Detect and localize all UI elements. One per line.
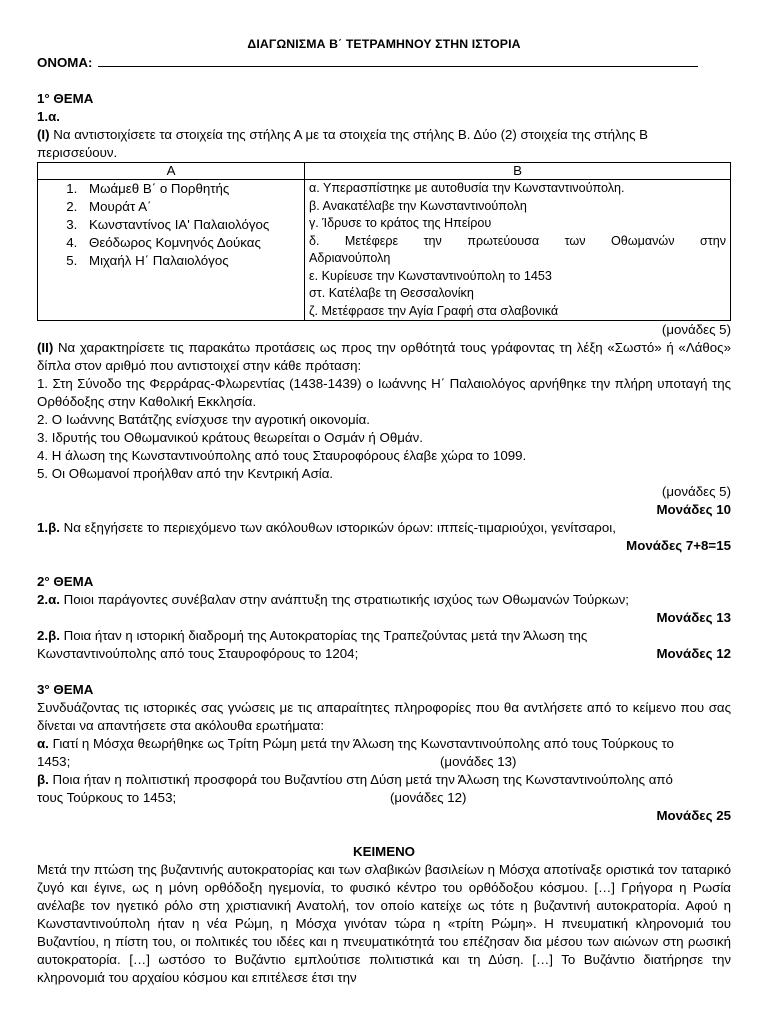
theme1-heading: 1° ΘΕΜΑ — [37, 91, 94, 106]
column-a-item: 2. Μουράτ Α΄ — [81, 198, 300, 216]
column-b-item: Αδριανούπολη — [309, 251, 391, 265]
theme1-part1-instruction — [37, 126, 731, 162]
column-a-item: 1. Μωάμεθ Β΄ ο Πορθητής — [81, 180, 300, 198]
column-a-header: Α — [38, 163, 305, 180]
theme3-total: Μονάδες 25 — [656, 808, 731, 823]
name-label: ΟΝΟΜΑ: — [37, 55, 93, 70]
part1-marks: (μονάδες 5) — [661, 322, 731, 337]
statement: 5. Οι Οθωμανοί προήλθαν από την Κεντρική Ασία. — [37, 466, 334, 481]
column-b-item: β. Ανακατέλαβε την Κωνσταντινούπολη — [309, 198, 527, 213]
part2-instruction-text: Να χαρακτηρίσετε τις παρακάτω προτάσεις ως προς την ορθότητά τους γράφοντας τη λέξη «Σωστό» ή «Λάθος» δίπλα στον αριθμό που αντιστοιχεί στην κάθε πρόταση: — [37, 340, 731, 373]
theme1-sub-a: 1.α. — [37, 109, 60, 124]
theme2-q-b-line2 — [37, 645, 731, 663]
column-b-item: ζ. Μετέφρασε την Αγία Γραφή στα σλαβονικά — [309, 303, 559, 318]
exam-title: ΔΙΑΓΩΝΙΣΜΑ Β΄ ΤΕΤΡΑΜΗΝΟΥ ΣΤΗΝ ΙΣΤΟΡΙΑ — [247, 37, 521, 51]
theme1-total-a: Μονάδες 10 — [656, 502, 731, 517]
theme3-intro: Συνδυάζοντας τις ιστορικές σας γνώσεις με τις απαραίτητες πληροφορίες που θα αντλήσετε από το κείμενο που σας δίνεται να απαντήσετε στα ακόλουθα ερωτήματα: — [37, 700, 731, 733]
column-a-item: 4. Θεόδωρος Κομνηνός Δούκας — [81, 234, 300, 252]
theme3-q-a-text: Γιατί η Μόσχα θεωρήθηκε ως Τρίτη Ρώμη μετά την Άλωση της Κωνσταντινούπολης από τους Τούρκους το — [48, 736, 674, 751]
theme1-total-b: Μονάδες 7+8=15 — [626, 538, 731, 553]
theme3-q-b-line2 — [37, 789, 731, 807]
statement: 4. Η άλωση της Κωνσταντινούπολης από τους Σταυροφόρους έλαβε χώρα το 1099. — [37, 448, 527, 463]
theme1-sub-b — [37, 519, 731, 537]
name-row — [37, 54, 731, 72]
theme2-q-b-label: 2.β. — [37, 628, 60, 643]
column-b-header: Β — [305, 163, 731, 180]
theme2-heading: 2° ΘΕΜΑ — [37, 574, 94, 589]
column-b-item: ε. Κυρίευσε την Κωνσταντινούπολη το 1453 — [309, 268, 552, 283]
sub-b-label: 1.β. — [37, 520, 60, 535]
theme3-heading: 3° ΘΕΜΑ — [37, 682, 94, 697]
theme3-q-b-text: Ποια ήταν η πολιτιστική προσφορά του Βυζαντίου στη Δύση μετά την Άλωση της Κωνσταντινούπολης από — [48, 772, 673, 787]
part1-label: (I) — [37, 127, 50, 142]
matching-table — [37, 162, 731, 321]
sub-b-text: Να εξηγήσετε το περιεχόμενο των ακόλουθων ιστορικών όρων: ιππείς-τιμαριούχοι, γενίτσαροι, — [59, 520, 616, 535]
statement: 1. Στη Σύνοδο της Φερράρας-Φλωρεντίας (1438-1439) ο Ιωάννης Η΄ Παλαιολόγος αρνήθηκε την πλήρη υποταγή της Ορθόδοξης στην Καθολική Εκκλησία. — [37, 376, 731, 409]
theme3-q-a-label: α. — [37, 736, 49, 751]
column-a-cell — [38, 180, 305, 321]
column-b-cell — [305, 180, 731, 321]
statement: 2. Ο Ιωάννης Βατάτζης ενίσχυσε την αγροτική οικονομία. — [37, 412, 370, 427]
column-a-item: 5. Μιχαήλ Η΄ Παλαιολόγος — [81, 252, 300, 270]
theme3-q-b-marks: (μονάδες 12) — [390, 790, 467, 805]
column-b-item: γ. Ίδρυσε το κράτος της Ηπείρου — [309, 216, 492, 230]
theme2-q-b-marks: Μονάδες 12 — [656, 646, 731, 661]
theme3-q-a-line2 — [37, 753, 731, 771]
theme2-q-a-label: 2.α. — [37, 592, 60, 607]
theme3-q-a-marks: (μονάδες 13) — [440, 754, 517, 769]
theme2-q-b-line1 — [37, 627, 731, 645]
theme1-part2-instruction — [37, 339, 731, 375]
part2-label: (ΙΙ) — [37, 340, 54, 355]
column-b-item: στ. Κατέλαβε τη Θεσσαλονίκη — [309, 286, 474, 300]
column-a-item: 3. Κωνσταντίνος ΙΑ' Παλαιολόγος — [81, 216, 300, 234]
name-blank-line[interactable] — [98, 54, 698, 67]
theme3-q-b-label: β. — [37, 772, 49, 787]
text-heading: ΚΕΙΜΕΝΟ — [352, 844, 416, 859]
theme3-q-a-text-cont: 1453; — [37, 754, 71, 769]
theme2-q-a-text: Ποιοι παράγοντες συνέβαλαν στην ανάπτυξη της στρατιωτικής ισχύος των Οθωμανών Τούρκων; — [59, 592, 630, 607]
column-b-item: δ. Μετέφερε την πρωτεύουσα των Οθωμανών στην — [309, 233, 726, 248]
theme2-q-a-marks: Μονάδες 13 — [656, 610, 731, 625]
column-b-item: α. Υπερασπίστηκε με αυτοθυσία την Κωνσταντινούπολη. — [309, 181, 625, 195]
theme2-q-b-text-cont: Κωνσταντινούπολης από τους Σταυροφόρους το 1204; — [37, 646, 359, 661]
theme2-q-b-text: Ποια ήταν η ιστορική διαδρομή της Αυτοκρατορίας της Τραπεζούντας μετά την Άλωση της — [59, 628, 588, 643]
statement: 3. Ιδρυτής του Οθωμανικού κράτους θεωρείται ο Οσμάν ή Οθμάν. — [37, 430, 423, 445]
theme3-q-b-line1 — [37, 771, 731, 789]
column-a-list — [42, 180, 300, 270]
text-body: Μετά την πτώση της βυζαντινής αυτοκρατορίας και των σλαβικών βασιλείων η Μόσχα αποτίναξε οριστικά τον ταταρικό ζυγό και έγινε, ως η μόνη ορθόδοξη ηγεμονία, το φυσικό κέντρο του ορθόδοξου κόσμου. […] Γρήγορα η Ρωσία ανέλαβε τον ηγετικό ρόλο στη χριστιανική Ανατολή, τον οποίο κατείχε ως τότε η βυζαντινή αυτοκρατορία. Αφού η Κωνσταντινούπολη ήταν η νέα Ρώμη, η Μόσχα γινόταν τώρα η «τρίτη Ρώμη». Η πνευματική κληρονομιά του Βυζαντίου, η πίστη του, οι πολιτικές του ιδέες και η πνευματικότητά του επέζησαν δια μέσου των αιώνων στη ρωσική αυτοκρατορία. […] ωστόσο το Βυζάντιο εμπλούτισε πολιτιστικά και τη Δύση. […] Το Βυζάντιο διατήρησε την κληρονομιά του αρχαίου κόσμου και επιτέλεσε έτσι την — [37, 862, 731, 985]
theme2-q-a — [37, 591, 731, 609]
theme3-q-b-text-cont: τους Τούρκους το 1453; — [37, 790, 177, 805]
theme3-q-a-line1 — [37, 735, 731, 753]
part1-instruction-text: Να αντιστοιχίσετε τα στοιχεία της στήλης Α με τα στοιχεία της στήλης Β. Δύο (2) στοιχεία της στήλης Β περισσεύουν. — [37, 127, 649, 160]
part2-marks: (μονάδες 5) — [661, 484, 731, 499]
